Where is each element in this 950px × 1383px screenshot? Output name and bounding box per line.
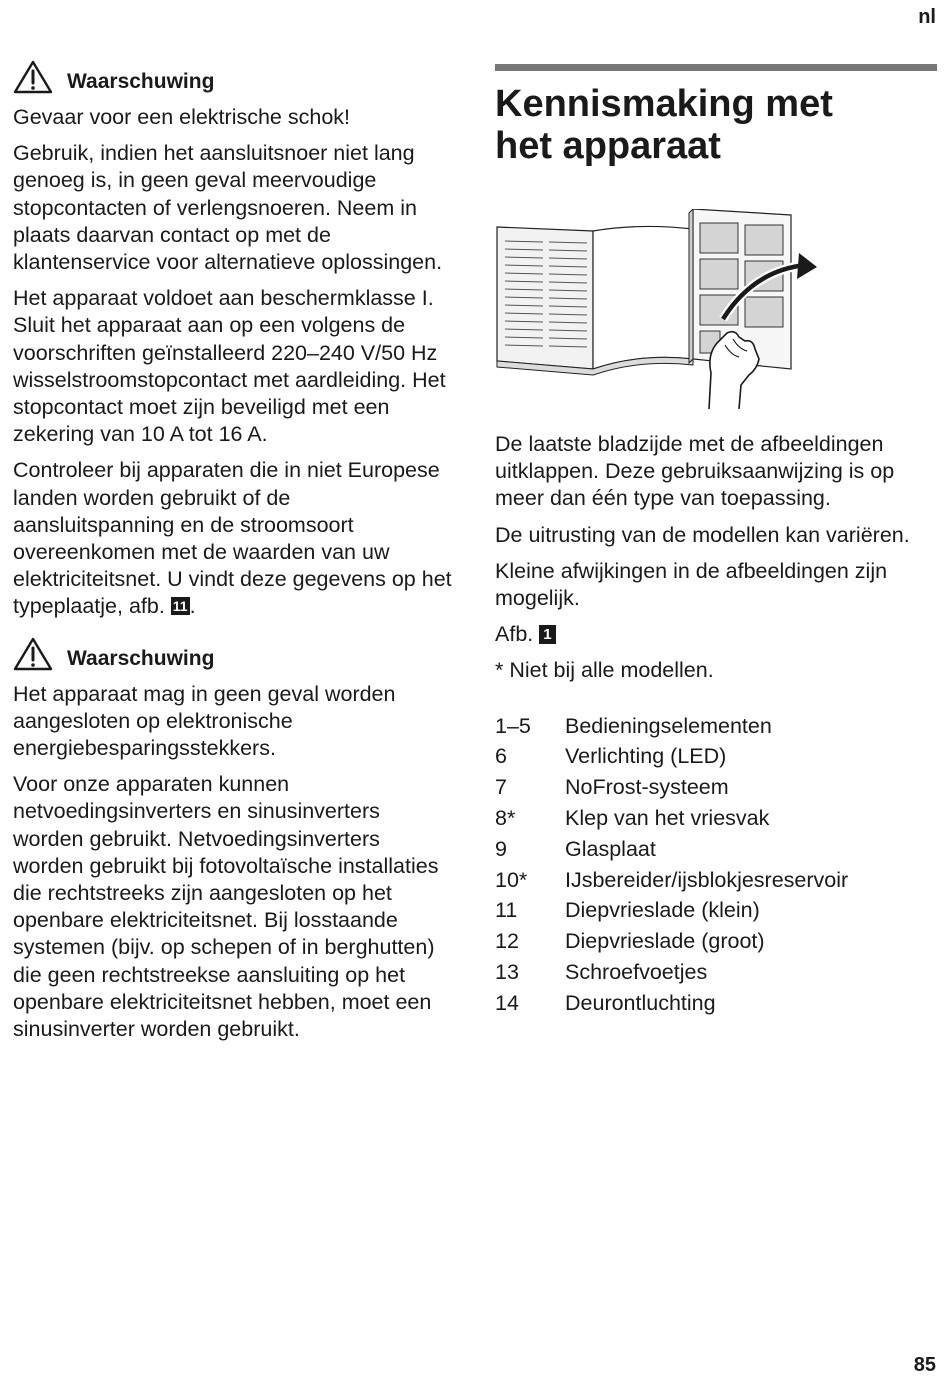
section-heading bbox=[495, 83, 937, 167]
intro-paragraph: De laatste bladzijde met de afbeeldingen uitklappen. Deze gebruiksaanwijzing is op meer dan één type van toepassing. bbox=[495, 432, 895, 511]
warning-heading bbox=[13, 637, 453, 671]
part-number: 6 bbox=[495, 744, 507, 769]
part-label: NoFrost-systeem bbox=[565, 775, 729, 800]
part-label: Schroefvoetjes bbox=[565, 960, 708, 984]
language-code: nl bbox=[918, 6, 936, 28]
part-number: 11 bbox=[495, 898, 518, 923]
part-label: Klep van het vriesvak bbox=[565, 806, 770, 831]
part-row bbox=[495, 803, 937, 834]
page-number: 85 bbox=[913, 1354, 936, 1376]
section-rule bbox=[495, 64, 937, 71]
part-label: IJsbereider/ijsblokjesreservoir bbox=[565, 867, 849, 892]
part-row bbox=[495, 865, 937, 896]
intro-text bbox=[495, 431, 937, 685]
warning-paragraph bbox=[13, 457, 453, 620]
part-row bbox=[495, 895, 937, 926]
footnote: * Niet bij alle modellen. bbox=[495, 658, 714, 683]
part-number: 13 bbox=[495, 960, 519, 984]
afb-label: Afb. bbox=[495, 622, 534, 647]
warning-triangle-icon bbox=[13, 637, 53, 671]
manual-fold-out-illustration bbox=[495, 209, 825, 409]
part-row bbox=[495, 957, 937, 988]
part-number: 12 bbox=[495, 929, 519, 954]
part-number: 10* bbox=[495, 867, 528, 892]
left-column bbox=[13, 60, 453, 1052]
part-row bbox=[495, 741, 937, 772]
figure-reference-badge: 11 bbox=[172, 598, 188, 615]
warning-title: Waarschuwing bbox=[67, 70, 215, 93]
part-label: Deurontluchting bbox=[565, 990, 716, 1015]
part-label: Bedieningselementen bbox=[565, 713, 772, 738]
paragraph-text: Controleer bij apparaten die in niet Europese landen worden gebruikt of de aansluitspanning en de stroomsoort overeenkomen met de waarden van uw elektriciteitsnet. U vindt deze gegevens op het typeplaatje, afb. bbox=[13, 458, 452, 619]
part-row bbox=[495, 926, 937, 957]
part-number: 14 bbox=[495, 990, 519, 1015]
intro-paragraph: Kleine afwijkingen in de afbeeldingen zijn mogelijk. bbox=[495, 558, 888, 611]
part-number: 1–5 bbox=[495, 713, 531, 738]
paragraph-end: . bbox=[189, 594, 196, 619]
part-row bbox=[495, 988, 937, 1019]
figure-reference bbox=[495, 621, 937, 648]
part-number: 7 bbox=[495, 775, 507, 800]
right-column bbox=[495, 64, 937, 1019]
part-label: Glasplaat bbox=[565, 836, 656, 861]
warning-paragraph: Het apparaat mag in geen geval worden aangesloten op elektronische energiebesparingsstekkers. bbox=[13, 681, 396, 761]
part-row bbox=[495, 711, 937, 742]
warning-paragraph: Voor onze apparaten kunnen netvoedingsinverters en sinusinverters worden gebruikt. Netvoedingsinverters worden gebruikt bij fotovoltaïsche installaties die rechtstreeks zijn aangesloten op het openbare elektriciteitsnet. Bij losstaande systemen (bijv. op schepen of in berghutten) die geen rechtstreekse aansluiting op het openbare elektriciteitsnet hebben, moet een sinusinverter worden gebruikt. bbox=[13, 772, 439, 1042]
warning-title: Waarschuwing bbox=[67, 646, 215, 670]
warning-paragraph: Gevaar voor een elektrische schok! bbox=[13, 105, 350, 129]
warning-triangle-icon bbox=[13, 60, 53, 94]
part-number: 8* bbox=[495, 806, 516, 831]
part-label: Diepvrieslade (klein) bbox=[565, 898, 760, 923]
warning-paragraph: Gebruik, indien het aansluitsnoer niet lang genoeg is, in geen geval meervoudige stopcontacten of verlengsnoeren. Neem in plaats daarvan contact op met de klantenservice voor alternatieve oplossingen. bbox=[13, 141, 443, 275]
heading-line-1: Kennismaking met bbox=[495, 83, 833, 125]
part-number: 9 bbox=[495, 836, 507, 861]
warning-paragraph: Het apparaat voldoet aan beschermklasse I. Sluit het apparaat aan op een volgens de voorschriften geïnstalleerd 220–240 V/50 Hz wisselstroomstopcontact met aardleiding. Het stopcontact moet zijn beveiligd met een zekering van 10 A tot 16 A. bbox=[13, 286, 446, 447]
part-label: Diepvrieslade (groot) bbox=[565, 929, 765, 954]
intro-paragraph: De uitrusting van de modellen kan variëren. bbox=[495, 522, 910, 547]
heading-line-2: het apparaat bbox=[495, 125, 721, 167]
part-row bbox=[495, 834, 937, 865]
figure-number-badge: 1 bbox=[539, 625, 555, 644]
part-row bbox=[495, 772, 937, 803]
warning-heading bbox=[13, 60, 453, 94]
parts-list bbox=[495, 711, 937, 1019]
part-label: Verlichting (LED) bbox=[565, 744, 727, 769]
